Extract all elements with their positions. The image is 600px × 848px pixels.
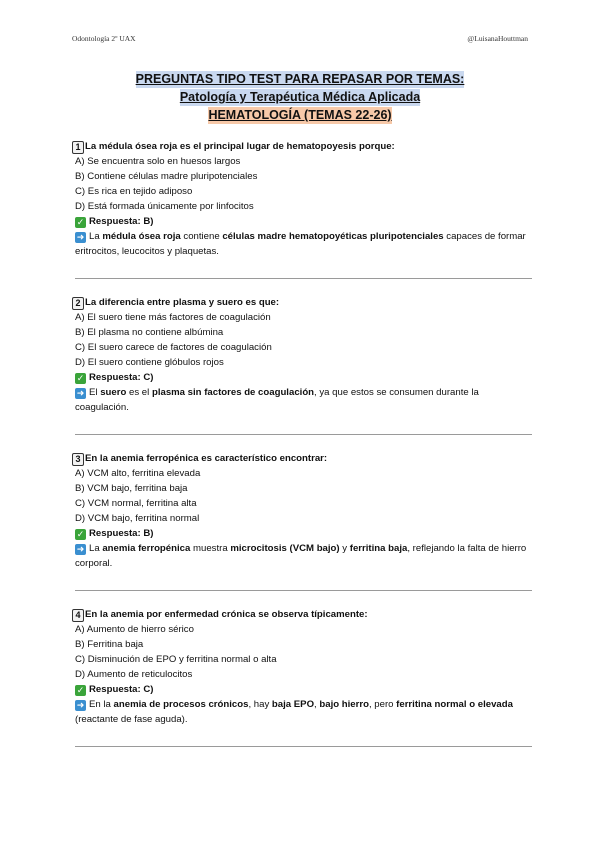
explanation-bold-segment: suero [100,387,127,398]
explanation-bold-segment: microcitosis (VCM bajo) [230,543,340,554]
answer-text: Respuesta: B) [89,528,154,539]
question-text: En la anemia ferropénica es característico encontrar: [85,453,328,464]
option-b: B) El plasma no contiene albúmina [75,327,224,338]
explanation-bold-segment: plasma sin factores de coagulación [151,387,315,398]
explanation [72,541,532,571]
explanation-segment: es el [126,387,152,398]
separator-line [75,590,532,591]
option-a: A) Aumento de hierro sérico [75,624,194,635]
question-number-badge: 4 [72,609,84,622]
option-d: D) El suero contiene glóbulos rojos [75,357,224,368]
question-text: La médula ósea roja es el principal lugar de hematopoyesis porque: [85,141,395,152]
check-mark-icon: ✓ [76,217,85,227]
explanation-bold-segment: anemia de procesos crónicos [113,699,249,710]
explanation-segment: El [89,387,101,398]
option-d: D) VCM bajo, ferritina normal [75,513,200,524]
question-text: En la anemia por enfermedad crónica se observa típicamente: [85,609,368,620]
header-left-label: Odontología 2º UAX [72,34,136,43]
question-block [72,607,532,763]
answer-text: Respuesta: C) [89,372,154,383]
check-mark-icon: ✓ [76,373,85,383]
question-text: La diferencia entre plasma y suero es que: [85,297,280,308]
check-mark-icon: ✓ [76,529,85,539]
option-c: C) Es rica en tejido adiposo [75,186,193,197]
option-d: D) Aumento de reticulocitos [75,669,193,680]
explanation-bold-segment: baja EPO [271,699,315,710]
answer-line [72,214,532,229]
separator-line [75,746,532,747]
question-heading [72,607,532,622]
explanation [72,385,532,415]
explanation-segment: La [89,543,103,554]
question-number-badge: 1 [72,141,84,154]
option-c: C) Disminución de EPO y ferritina normal o alta [75,654,277,665]
explanation-segment: , hay [248,699,272,710]
question-number-badge: 3 [72,453,84,466]
explanation-text [75,543,526,569]
answer-line [72,526,532,541]
option-a: A) VCM alto, ferritina elevada [75,468,201,479]
separator-line [75,434,532,435]
option-b: B) Ferritina baja [75,639,144,650]
question-list [72,139,532,763]
question-heading [72,295,532,310]
option-a: A) El suero tiene más factores de coagulación [75,312,271,323]
explanation-segment: capaces de formar eritrocitos, leucocitos y plaquetas. [75,231,526,257]
explanation-text [75,387,479,413]
title-line-3: HEMATOLOGÍA (TEMAS 22-26) [208,108,392,122]
explanation-segment: En la [89,699,114,710]
explanation-bold-segment: bajo hierro [319,699,369,710]
question-heading [72,139,532,154]
explanation-segment: (reactante de fase aguda). [75,714,188,725]
right-arrow-icon: ➜ [76,700,85,710]
separator-line [75,278,532,279]
question-block [72,139,532,295]
right-arrow-icon: ➜ [76,544,85,554]
explanation [72,229,532,259]
option-d: D) Está formada únicamente por linfocitos [75,201,254,212]
explanation-bold-segment: ferritina normal o elevada [396,699,513,710]
header-right-label: @LuisanaHouttman [467,34,528,43]
check-mark-icon: ✓ [76,685,85,695]
title-line-2: Patología y Terapéutica Médica Aplicada [179,90,421,104]
question-number-badge: 2 [72,297,84,310]
explanation-segment: La [89,231,103,242]
question-block [72,451,532,607]
title-line-1: PREGUNTAS TIPO TEST PARA REPASAR POR TEMAS: [135,72,465,86]
question-block [72,295,532,451]
explanation-segment: , [314,699,320,710]
explanation-segment: , pero [368,699,397,710]
explanation-bold-segment: ferritina baja [349,543,408,554]
answer-text: Respuesta: B) [89,216,154,227]
explanation-segment: , reflejando la falta de hierro corporal. [75,543,527,569]
document-titles [0,70,600,124]
explanation-bold-segment: médula ósea roja [102,231,181,242]
option-c: C) VCM normal, ferritina alta [75,498,197,509]
explanation-segment: y [339,543,350,554]
explanation-text [75,699,513,725]
explanation-segment: , ya que estos se consumen durante la coagulación. [75,387,479,413]
right-arrow-icon: ➜ [76,232,85,242]
option-b: B) Contiene células madre pluripotenciales [75,171,258,182]
explanation [72,697,532,727]
explanation-bold-segment: anemia ferropénica [102,543,191,554]
explanation-text [75,231,526,257]
answer-text: Respuesta: C) [89,684,154,695]
explanation-segment: contiene [180,231,223,242]
option-c: C) El suero carece de factores de coagulación [75,342,272,353]
right-arrow-icon: ➜ [76,388,85,398]
explanation-segment: muestra [190,543,231,554]
option-a: A) Se encuentra solo en huesos largos [75,156,241,167]
explanation-bold-segment: células madre hematopoyéticas pluripotenciales [222,231,444,242]
answer-line [72,370,532,385]
option-b: B) VCM bajo, ferritina baja [75,483,188,494]
answer-line [72,682,532,697]
question-heading [72,451,532,466]
